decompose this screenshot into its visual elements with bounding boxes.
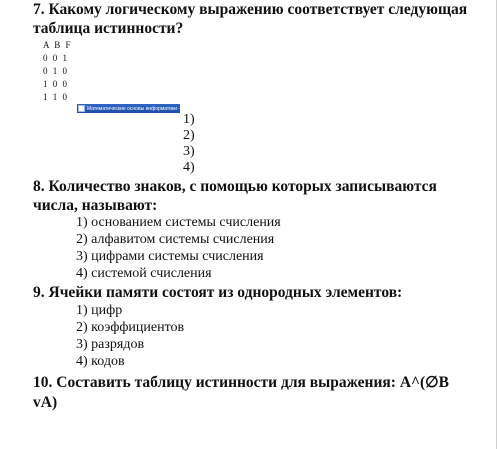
question-10-line-2: vA) — [33, 394, 58, 411]
question-8-option: 1) основанием системы счисления — [76, 215, 281, 230]
question-8-option: 2) алфавитом системы счисления — [76, 232, 275, 247]
truth-table-row: 1 1 0 — [43, 92, 69, 102]
question-7-line-2: таблица истинности? — [33, 20, 184, 37]
truth-table-row: 0 0 1 — [43, 53, 69, 63]
question-8-option: 3) цифрами системы счисления — [76, 249, 264, 264]
document-icon — [78, 105, 85, 112]
embedded-window-title: Математические основы информатики - Microsoft — [87, 105, 202, 112]
truth-table-row: 0 1 0 — [43, 66, 69, 76]
question-7-option: 2) — [183, 128, 195, 143]
question-9-option: 1) цифр — [76, 303, 123, 318]
question-10-line-1: 10. Составить таблицу истинности для выражения: A^(∅B — [33, 374, 450, 391]
embedded-window-thumbnail[interactable] — [77, 104, 202, 113]
question-7-option: 4) — [183, 160, 195, 175]
question-8-line-2: числа, называют: — [33, 197, 158, 214]
question-8-option: 4) системой счисления — [76, 266, 212, 281]
page-border — [496, 0, 497, 449]
question-9-option: 3) разрядов — [76, 337, 145, 352]
question-7-option: 3) — [183, 144, 195, 159]
question-9-line-1: 9. Ячейки памяти состоят из однородных элементов: — [33, 284, 403, 301]
question-9-option: 2) коэффициентов — [76, 320, 185, 335]
truth-table-header: A B F — [43, 40, 73, 50]
question-7-option: 1) — [183, 112, 195, 127]
question-8-line-1: 8. Количество знаков, с помощью которых записываются — [33, 178, 437, 195]
question-9-option: 4) кодов — [76, 354, 125, 369]
truth-table-row: 1 0 0 — [43, 79, 69, 89]
question-7-line-1: 7. Какому логическому выражению соответствует следующая — [33, 1, 468, 18]
